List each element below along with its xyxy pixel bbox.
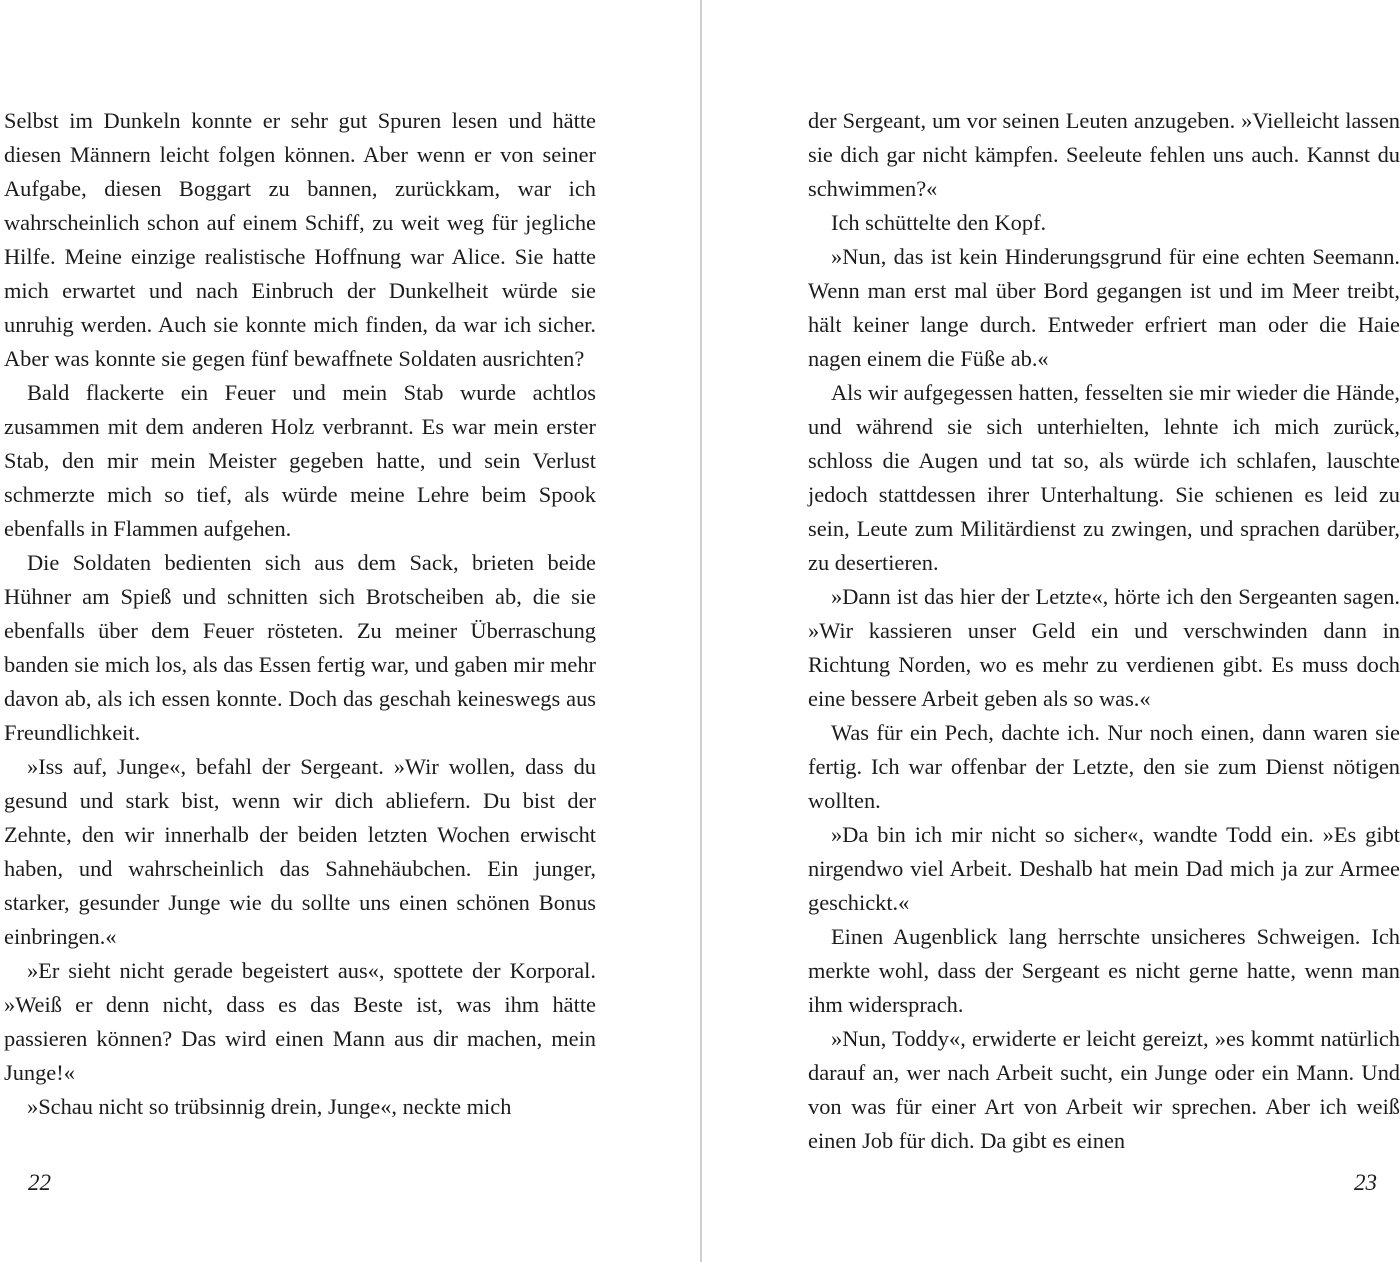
paragraph: Bald flackerte ein Feuer und mein Stab wurde achtlos zusammen mit dem anderen Holz verbrannt. Es war mein erster Stab, den mir mein Meister gegeben hatte, und sein Verlust schmerzte mich so tief, als würde meine Lehre beim Spook ebenfalls in Flammen aufgehen. <box>4 380 596 541</box>
paragraph: Die Soldaten bedienten sich aus dem Sack, brieten beide Hühner am Spieß und schnitten sich Brotscheiben ab, die sie ebenfalls über dem Feuer rösteten. Zu meiner Überraschung banden sie mich los, als das Essen fertig war, und gaben mir mehr davon ab, als ich essen konnte. Doch das geschah keineswegs aus Freundlichkeit. <box>4 550 596 745</box>
paragraph: »Dann ist das hier der Letzte«, hörte ich den Sergeanten sagen. »Wir kassieren unser Geld ein und verschwinden dann in Richtung Norden, wo es mehr zu verdienen gibt. Es muss doch eine bessere Arbeit geben als so was.« <box>808 584 1400 711</box>
right-page <box>702 0 1400 1262</box>
paragraph: Einen Augenblick lang herrschte unsicheres Schweigen. Ich merkte wohl, dass der Sergeant es nicht gerne hatte, wenn man ihm widersprach. <box>808 924 1400 1017</box>
left-page-text <box>4 104 596 1124</box>
paragraph: »Nun, Toddy«, erwiderte er leicht gereizt, »es kommt natürlich darauf an, wer nach Arbeit sucht, ein Junge oder ein Mann. Und von was für einer Art von Arbeit wir sprechen. Aber ich weiß einen Job für dich. Da gibt es einen <box>808 1026 1400 1153</box>
paragraph: »Er sieht nicht gerade begeistert aus«, spottete der Korporal. »Weiß er denn nicht, dass es das Beste ist, was ihm hätte passieren können? Das wird einen Mann aus dir machen, mein Junge!« <box>4 958 596 1085</box>
page-number-right: 23 <box>1354 1170 1377 1195</box>
paragraph: »Iss auf, Junge«, befahl der Sergeant. »Wir wollen, dass du gesund und stark bist, wenn wir dich abliefern. Du bist der Zehnte, den wir innerhalb der beiden letzten Wochen erwischt haben, und wahrscheinlich das Sahnehäubchen. Ein junger, starker, gesunder Junge wie du sollte uns einen schönen Bonus einbringen.« <box>4 754 596 949</box>
paragraph: Als wir aufgegessen hatten, fesselten sie mir wieder die Hände, und während sie sich unterhielten, lehnte ich mich zurück, schloss die Augen und tat so, als würde ich schlafen, lauschte jedoch stattdessen ihrer Unterhaltung. Sie schienen es leid zu sein, Leute zum Militärdienst zu zwingen, und sprachen darüber, zu desertieren. <box>808 380 1400 575</box>
paragraph: »Schau nicht so trübsinnig drein, Junge«, neckte mich <box>27 1094 512 1119</box>
paragraph: »Nun, das ist kein Hinderungsgrund für eine echten Seemann. Wenn man erst mal über Bord gegangen ist und im Meer treibt, hält keiner lange durch. Entweder erfriert man oder die Haie nagen einem die Füße ab.« <box>808 244 1400 371</box>
page-number-left: 22 <box>28 1170 51 1195</box>
paragraph: Ich schüttelte den Kopf. <box>831 210 1047 235</box>
paragraph: Was für ein Pech, dachte ich. Nur noch einen, dann waren sie fertig. Ich war offenbar der Letzte, den sie zum Dienst nötigen wollten. <box>808 720 1400 813</box>
paragraph: »Da bin ich mir nicht so sicher«, wandte Todd ein. »Es gibt nirgendwo viel Arbeit. Deshalb hat mein Dad mich ja zur Armee geschickt.« <box>808 822 1400 915</box>
right-page-text <box>808 104 1400 1158</box>
paragraph: der Sergeant, um vor seinen Leuten anzugeben. »Vielleicht lassen sie dich gar nicht kämpfen. Seeleute fehlen uns auch. Kannst du schwimmen?« <box>808 108 1400 201</box>
paragraph: Selbst im Dunkeln konnte er sehr gut Spuren lesen und hätte diesen Männern leicht folgen können. Aber wenn er von seiner Aufgabe, diesen Boggart zu bannen, zurückkam, war ich wahrscheinlich schon auf einem Schiff, zu weit weg für jegliche Hilfe. Meine einzige realistische Hoffnung war Alice. Sie hatte mich erwartet und nach Einbruch der Dunkelheit würde sie unruhig werden. Auch sie konnte mich finden, da war ich sicher. Aber was konnte sie gegen fünf bewaffnete Soldaten ausrichten? <box>4 108 596 371</box>
